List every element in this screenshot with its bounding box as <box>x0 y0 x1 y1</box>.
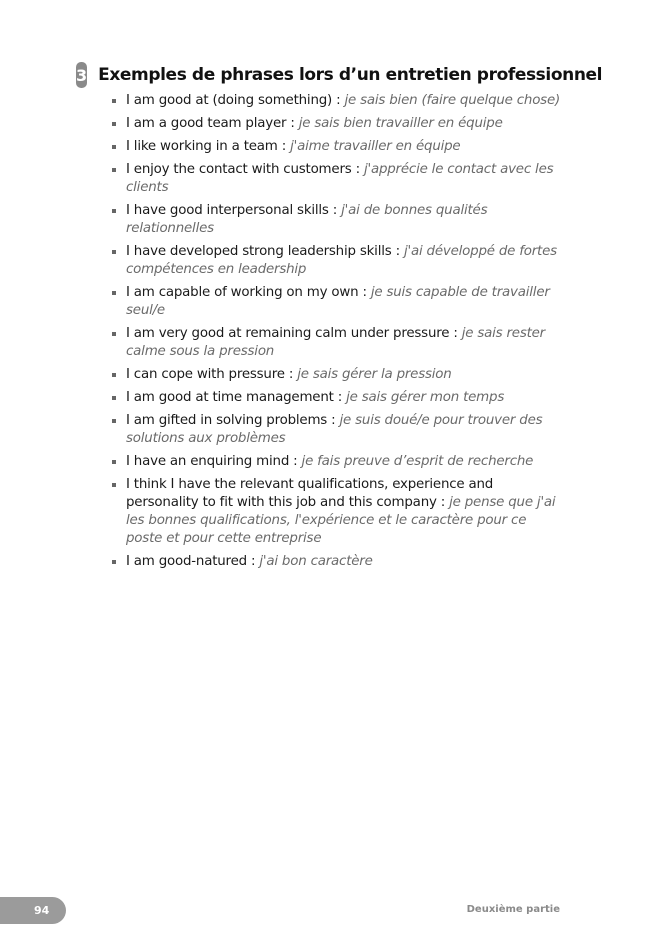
french-translation: j'ai de bonnes qualités relationnelles <box>126 203 488 236</box>
french-translation: j'aime travailler en équipe <box>290 139 461 154</box>
english-phrase: I have good interpersonal skills : <box>126 203 342 218</box>
french-translation: je sais bien travailler en équipe <box>298 116 503 131</box>
french-translation: je sais gérer mon temps <box>346 390 505 405</box>
list-item <box>112 202 562 238</box>
bullet-icon <box>112 483 116 487</box>
french-translation: je fais preuve d’esprit de recherche <box>301 454 534 469</box>
list-item <box>112 243 562 279</box>
bullet-icon <box>112 122 116 126</box>
french-translation: j'ai bon caractère <box>259 554 373 569</box>
english-phrase: I enjoy the contact with customers : <box>126 162 364 177</box>
list-item <box>112 92 562 110</box>
list-item <box>112 325 562 361</box>
list-item <box>112 161 562 197</box>
list-item <box>112 389 562 407</box>
english-phrase: I am good at (doing something) : <box>126 93 345 108</box>
french-translation: je sais gérer la pression <box>297 367 452 382</box>
english-phrase: I am very good at remaining calm under pressure : <box>126 326 462 341</box>
section-title: Exemples de phrases lors d’un entretien professionnel <box>98 65 603 85</box>
section-header <box>76 62 603 88</box>
french-translation: je pense que j'ai les bonnes qualifications, l'expérience et le caractère pour ce poste et pour cette entreprise <box>126 495 556 546</box>
bullet-icon <box>112 99 116 103</box>
list-item <box>112 115 562 133</box>
english-phrase: I like working in a team : <box>126 139 291 154</box>
french-translation: j'ai développé de fortes compétences en leadership <box>126 244 557 277</box>
list-item <box>112 453 562 471</box>
phrase-list <box>112 92 562 576</box>
english-phrase: I am good at time management : <box>126 390 347 405</box>
part-label: Deuxième partie <box>466 904 560 915</box>
english-phrase: I am a good team player : <box>126 116 299 131</box>
section-number-badge: 3 <box>76 62 87 88</box>
list-item <box>112 553 562 571</box>
french-translation: je sais bien (faire quelque chose) <box>344 93 561 108</box>
bullet-icon <box>112 250 116 254</box>
bullet-icon <box>112 332 116 336</box>
english-phrase: I have an enquiring mind : <box>126 454 302 469</box>
english-phrase: I am capable of working on my own : <box>126 285 371 300</box>
bullet-icon <box>112 291 116 295</box>
bullet-icon <box>112 145 116 149</box>
list-item <box>112 138 562 156</box>
french-translation: je suis doué/e pour trouver des solutions aux problèmes <box>126 413 543 446</box>
french-translation: j'apprécie le contact avec les clients <box>126 162 554 195</box>
page-number: 94 <box>34 904 50 917</box>
list-item <box>112 284 562 320</box>
bullet-icon <box>112 460 116 464</box>
english-phrase: I am gifted in solving problems : <box>126 413 340 428</box>
bullet-icon <box>112 209 116 213</box>
list-item <box>112 412 562 448</box>
bullet-icon <box>112 396 116 400</box>
english-phrase: I think I have the relevant qualifications, experience and personality to fit with this job and this company : <box>126 477 494 510</box>
french-translation: je suis capable de travailler seul/e <box>126 285 550 318</box>
english-phrase: I am good-natured : <box>126 554 260 569</box>
bullet-icon <box>112 419 116 423</box>
bullet-icon <box>112 168 116 172</box>
page-number-tab <box>0 897 66 924</box>
bullet-icon <box>112 373 116 377</box>
english-phrase: I can cope with pressure : <box>126 367 298 382</box>
french-translation: je sais rester calme sous la pression <box>126 326 545 359</box>
bullet-icon <box>112 560 116 564</box>
list-item <box>112 366 562 384</box>
list-item <box>112 476 562 548</box>
english-phrase: I have developed strong leadership skills : <box>126 244 404 259</box>
